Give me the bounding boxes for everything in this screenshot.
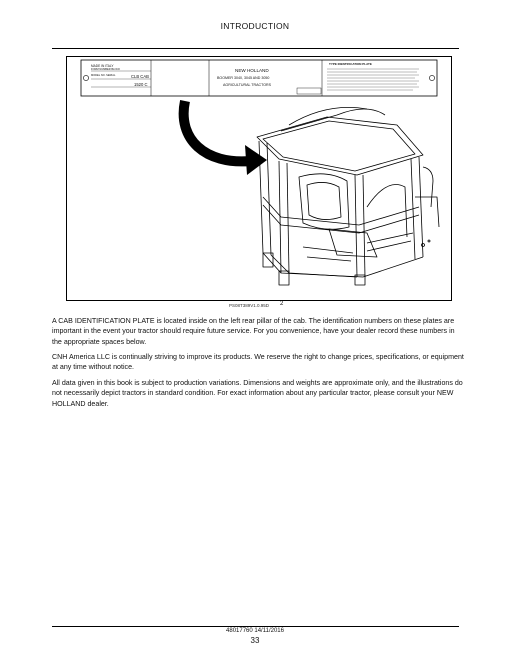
figure-caption: PS08T389V1.0.95D (229, 303, 270, 308)
pointer-arrow (184, 101, 251, 161)
cab-frame (257, 107, 439, 285)
plate-cab-code: CLB CAB (131, 74, 149, 79)
page-header-title: INTRODUCTION (220, 21, 290, 31)
plate-models: BOOMER 3040, 3045 AND 3050 (217, 76, 270, 80)
figure-number: 2 (280, 301, 284, 307)
paragraph-data-disclaimer: All data given in this book is subject to production variations. Dimensions and weights are approximate only, and the illustrations do not necessarily depict tractors in standard condition. For exact information about any particular tractor, please consult your NEW HOLLAND dealer. (52, 379, 463, 408)
paragraph-product-changes: CNH America LLC is continually striving to improve its products. We reserve the right to change prices, specifications, or equipment at any time without notice. (52, 353, 464, 372)
plate-product: AGRICULTURAL TRACTORS (223, 83, 271, 87)
paragraph-cab-plate: A CAB IDENTIFICATION PLATE is located inside on the left rear pillar of the cab. The identification numbers on these plates are important in the event your tractor should require future service. For you convenience, have your dealer record these numbers in the appropriate spaces below. (52, 317, 455, 346)
plate-cab-number: 1520 C (134, 82, 148, 87)
plate-brand: NEW HOLLAND (235, 68, 269, 73)
cab-drawing (67, 57, 452, 301)
plate-left-line-3: MODEL NO. SERIAL (91, 74, 116, 77)
cab-illustration (66, 56, 452, 301)
plate-type-title: TYPE IDENTIFICATION PLATE (329, 62, 372, 66)
plate-left-line-1: MADE IN ITALY (91, 64, 114, 68)
page-number: 33 (250, 636, 260, 645)
header-divider (52, 48, 459, 49)
footer-divider (52, 626, 459, 627)
plate-left-line-2: FORM NUMBER BLOCK (91, 68, 121, 71)
footer-document-code: 48017760 14/11/2016 (226, 628, 284, 634)
arrow-head (245, 145, 267, 175)
